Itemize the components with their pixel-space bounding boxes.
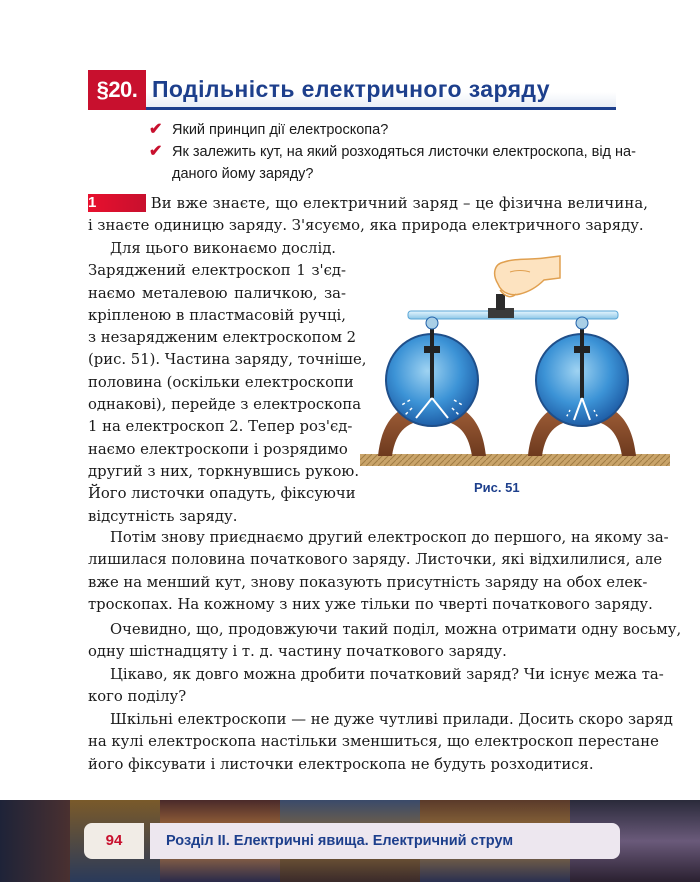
paragraph-repeat <box>88 527 669 616</box>
question-text: даного йому заряду? <box>172 166 314 182</box>
checkmark-icon: ✔ <box>149 121 163 138</box>
paragraph-division <box>88 619 682 664</box>
figure-electroscopes <box>360 250 670 470</box>
text-line: одну шістнадцяту і т. д. частину початкового заряду. <box>88 643 507 661</box>
chapter-title: Розділ ІІ. Електричні явища. Електричний струм <box>150 823 620 859</box>
text-line: наємо металевою паличкою, за- <box>88 284 346 302</box>
text-line: наємо електроскопи і розрядимо <box>88 440 348 458</box>
text-line: половина (оскільки електроскопи <box>88 373 354 391</box>
electroscope-1 <box>378 317 486 456</box>
text-line: кріпленою в пластмасовій ручці, <box>88 306 346 324</box>
paragraph-intro <box>88 193 649 238</box>
paragraph-number-badge: 1 <box>88 194 146 212</box>
question-text: Як залежить кут, на який розходяться листочки електроскопа, від на- <box>172 144 636 160</box>
page-number: 94 <box>84 823 144 859</box>
figure-caption: Рис. 51 <box>474 480 520 495</box>
text-line: Очевидно, що, продовжуючи такий поділ, можна отримати одну восьму, <box>110 621 682 638</box>
section-number-badge: §20. <box>88 70 146 110</box>
text-line: лишилася половина початкового заряду. Листочки, які відхилилися, але <box>88 551 663 569</box>
text-line: Для цього виконаємо дослід. <box>110 240 337 257</box>
text-line: і знаєте одиницю заряду. З'ясуємо, яка природа електричного заряду. <box>88 217 644 235</box>
paragraph-sensitivity <box>88 709 673 776</box>
text-line: Заряджений електроскоп 1 з'єд- <box>88 262 346 280</box>
text-line: Потім знову приєднаємо другий електроскоп до першого, на якому за- <box>110 529 669 546</box>
paragraph-question <box>88 664 664 709</box>
text-line: Його листочки опадуть, фіксуючи <box>88 485 356 503</box>
checkmark-icon: ✔ <box>149 143 163 160</box>
text-line: Ви вже знаєте, що електричний заряд – це фізична величина, <box>150 195 649 212</box>
text-line: на кулі електроскопа настільки зменшиться, що електроскоп перестане <box>88 733 659 751</box>
text-line: 1 на електроскоп 2. Тепер роз'єд- <box>88 418 353 436</box>
plastic-handle <box>496 294 505 310</box>
text-line: його фіксувати і листочки електроскопа не будуть розходитися. <box>88 755 594 773</box>
text-line: Цікаво, як довго можна дробити початковий заряд? Чи існує межа та- <box>110 666 664 683</box>
hand-icon <box>495 256 560 297</box>
text-line: троскопах. На кожному з них уже тільки по чверті початкового заряду. <box>88 595 653 613</box>
text-line: кого поділу? <box>88 688 187 706</box>
section-title: Подільність електричного заряду <box>152 76 550 102</box>
text-line: однакові), перейде з електроскопа <box>88 396 362 414</box>
text-line: відсутність заряду. <box>88 507 238 525</box>
paragraph-experiment <box>88 238 367 528</box>
text-line: вже на менший кут, знову показують присутність заряду на обох елек- <box>88 573 648 591</box>
electroscope-2 <box>528 317 636 456</box>
text-line: Шкільні електроскопи — не дуже чутливі прилади. Досить скоро заряд <box>110 711 673 728</box>
text-line: другий з них, торкнувшись рукою. <box>88 462 360 480</box>
text-line: з незарядженим електроскопом 2 <box>88 329 357 347</box>
question-text: Який принцип дії електроскопа? <box>172 122 389 138</box>
text-line: (рис. 51). Частина заряду, точніше, <box>88 351 367 369</box>
